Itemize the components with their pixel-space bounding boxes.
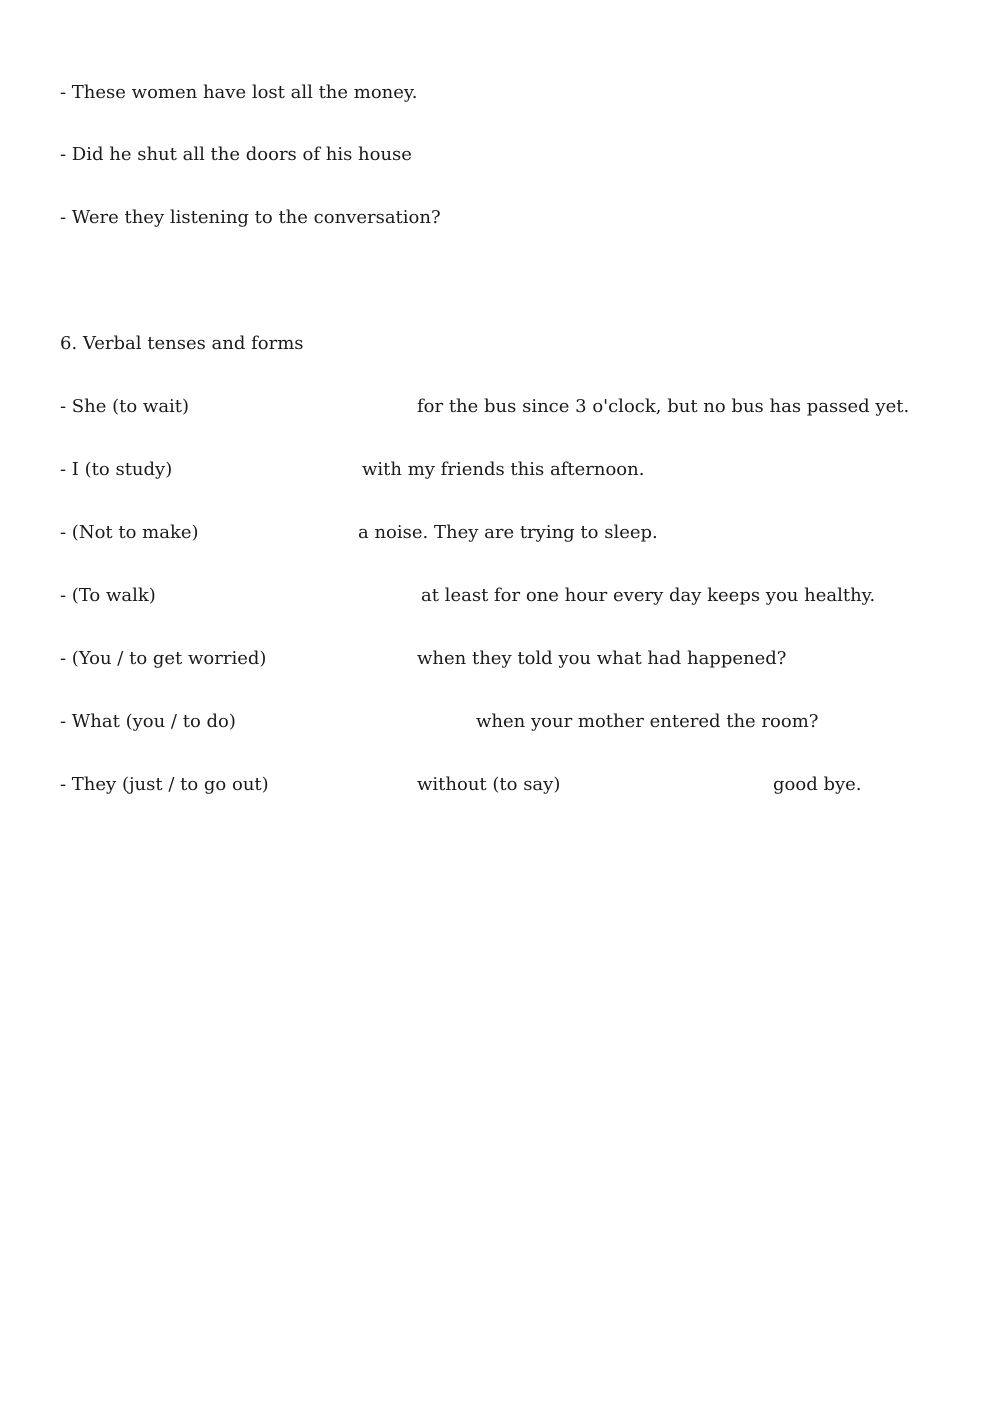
- exercise-item: [60, 647, 940, 671]
- sentence-continuation: when your mother entered the room?: [476, 711, 819, 732]
- sentence-continuation: without (to say): [417, 774, 561, 795]
- verb-prompt: - (To walk): [60, 585, 156, 606]
- sentence-ending: good bye.: [773, 774, 862, 795]
- sentence-continuation: a noise. They are trying to sleep.: [358, 522, 658, 543]
- verb-prompt: - They (just / to go out): [60, 774, 269, 795]
- verb-prompt: - She (to wait): [60, 396, 190, 417]
- verb-prompt: - (You / to get worried): [60, 648, 267, 669]
- sentence-continuation: at least for one hour every day keeps you healthy.: [421, 585, 876, 606]
- exercise-item: [60, 584, 940, 608]
- sentence-3: - Were they listening to the conversation?: [60, 207, 441, 228]
- sentence-continuation: for the bus since 3 o'clock, but no bus has passed yet.: [417, 396, 910, 417]
- sentence-1: - These women have lost all the money.: [60, 82, 418, 103]
- sentence-continuation: when they told you what had happened?: [417, 648, 787, 669]
- exercise-item: [60, 773, 940, 797]
- exercise-item: [60, 395, 940, 419]
- sentence-2: - Did he shut all the doors of his house: [60, 144, 412, 165]
- section-heading: 6. Verbal tenses and forms: [60, 333, 304, 354]
- exercise-item: [60, 710, 940, 734]
- verb-prompt: - I (to study): [60, 459, 173, 480]
- exercise-item: [60, 458, 940, 482]
- verb-prompt: - What (you / to do): [60, 711, 236, 732]
- exercise-item: [60, 521, 940, 545]
- sentence-continuation: with my friends this afternoon.: [362, 459, 645, 480]
- verb-prompt: - (Not to make): [60, 522, 199, 543]
